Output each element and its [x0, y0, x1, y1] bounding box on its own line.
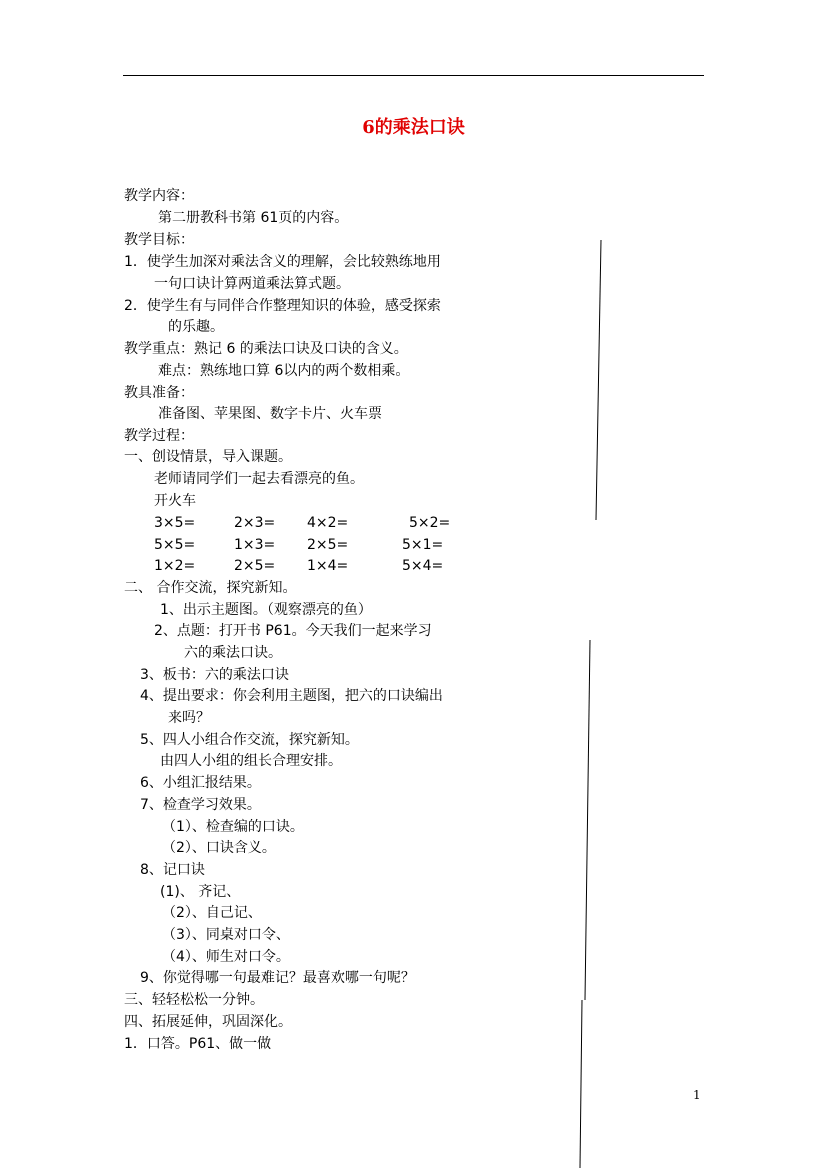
text-line: 教学内容：	[124, 188, 194, 204]
text-line: （3）、同桌对口令、	[162, 927, 290, 943]
text-line: 二、 合作交流，探究新知。	[124, 580, 297, 596]
equation: 1×2=	[154, 558, 196, 574]
text-line: 由四人小组的组长合理安排。	[160, 753, 342, 769]
equation: 2×5=	[234, 558, 276, 574]
text-line: 6、小组汇报结果。	[140, 775, 261, 791]
text-line: 5、四人小组合作交流，探究新知。	[140, 732, 359, 748]
text-line: 2、点题：打开书 P61。今天我们一起来学习	[154, 623, 432, 639]
text-line: 四、拓展延伸，巩固深化。	[124, 1014, 292, 1030]
text-line: 的乐趣。	[168, 319, 224, 335]
text-line: 8、记口诀	[140, 862, 205, 878]
margin-line-upper	[596, 240, 601, 520]
text-line: 2．使学生有与同伴合作整理知识的体验，感受探索	[124, 298, 441, 314]
text-line: 1．口答。P61、做一做	[124, 1036, 272, 1052]
text-line: 4、提出要求：你会利用主题图，把六的口诀编出	[140, 688, 443, 704]
text-line: 一、创设情景，导入课题。	[124, 449, 292, 465]
equation: 2×5=	[307, 537, 349, 553]
equation: 5×1=	[402, 537, 444, 553]
equation: 1×4=	[307, 558, 349, 574]
equation: 5×2=	[409, 515, 451, 531]
text-line: 第二册教科书第 61页的内容。	[158, 210, 349, 226]
equation: 5×4=	[402, 558, 444, 574]
text-line: 来吗？	[168, 710, 210, 726]
margin-line-middle	[585, 640, 590, 1000]
text-line: 1、出示主题图。（观察漂亮的鱼）	[160, 602, 372, 618]
page-number: 1	[693, 1088, 701, 1102]
text-line: 9、你觉得哪一句最难记？最喜欢哪一句呢？	[140, 970, 415, 986]
margin-line-lower	[580, 1000, 582, 1168]
equation: 2×3=	[234, 515, 276, 531]
text-line: 老师请同学们一起去看漂亮的鱼。	[154, 471, 364, 487]
text-line: （2）、口诀含义。	[162, 840, 276, 856]
text-line: 教学重点：熟记 6 的乘法口诀及口诀的含义。	[124, 341, 408, 357]
text-line: 难点：熟练地口算 6以内的两个数相乘。	[158, 363, 410, 379]
text-line: 三、轻轻松松一分钟。	[124, 992, 264, 1008]
text-line: 教学过程：	[124, 428, 194, 444]
text-line: 1．使学生加深对乘法含义的理解，会比较熟练地用	[124, 254, 441, 270]
page-title: 6的乘法口诀	[362, 117, 465, 138]
text-line: （4）、师生对口令。	[162, 949, 290, 965]
equation: 5×5=	[154, 537, 196, 553]
text-line: 准备图、苹果图、数字卡片、火车票	[158, 406, 382, 422]
equation: 1×3=	[234, 537, 276, 553]
equation: 3×5=	[154, 515, 196, 531]
text-line: 六的乘法口诀。	[184, 645, 282, 661]
text-line: 开火车	[154, 493, 196, 509]
text-line: 一句口诀计算两道乘法算式题。	[154, 276, 350, 292]
text-line: （2）、自己记、	[162, 905, 262, 921]
equation: 4×2=	[307, 515, 349, 531]
text-line: 教具准备：	[124, 385, 194, 401]
text-line: 7、检查学习效果。	[140, 797, 261, 813]
text-line: 3、板书：六的乘法口诀	[140, 667, 289, 683]
text-line: 教学目标：	[124, 232, 194, 248]
text-line: （1）、检查编的口诀。	[162, 819, 304, 835]
text-line: (1)、 齐记、	[160, 884, 241, 900]
